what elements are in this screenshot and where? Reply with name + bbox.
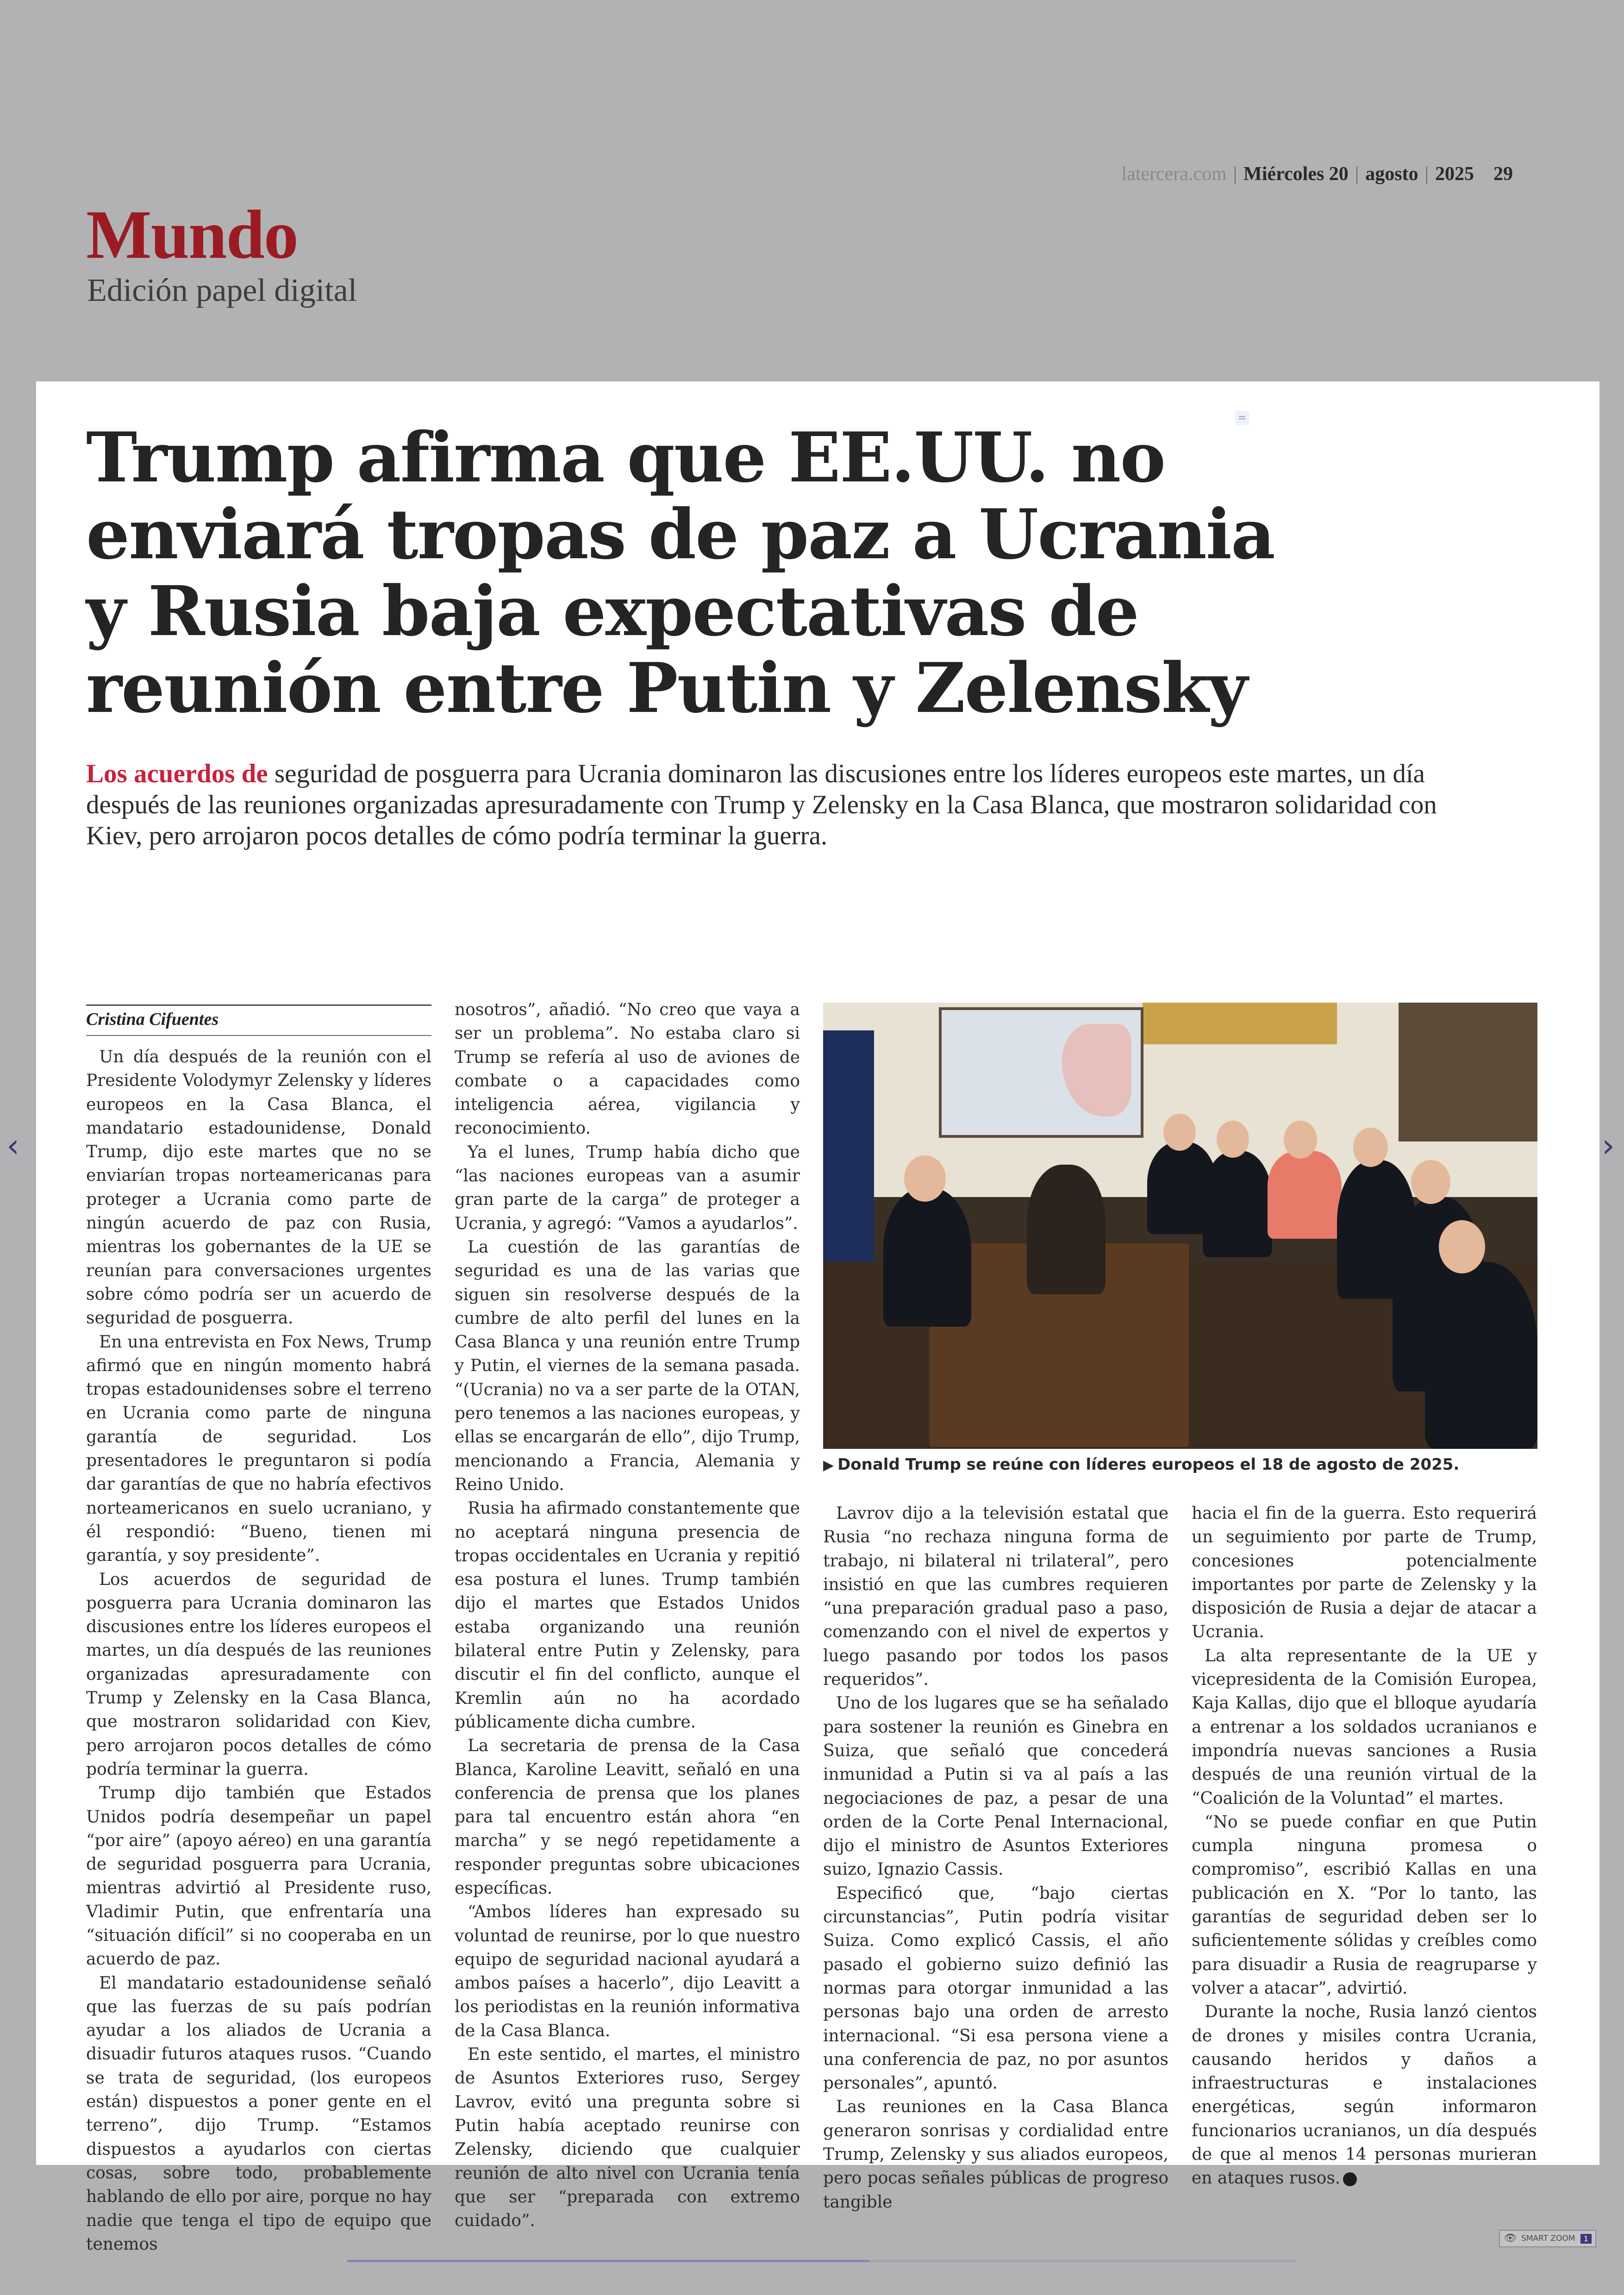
photo-bust <box>1027 1165 1106 1294</box>
paragraph: “Ambos líderes han expresado su voluntad de reunirse, por lo que nuestro equipo de seguridad nacional ayudará a ambos países a hacerlo”, dijo Leavitt a los periodistas en la reunión informativa de la Casa Blanca. <box>455 1902 800 2040</box>
paragraph: nosotros”, añadió. “No creo que vaya a ser un problema”. No estaba claro si Trump se refería al uso de aviones de combate o a capacidades como inteligencia aérea, vigilancia y reconocimiento. <box>455 1000 800 1138</box>
paragraph: Lavrov dijo a la televisión estatal que Rusia “no rechaza ninguna forma de trabajo, ni bilateral ni trilateral”, pero insistió en que las cumbres requieren “una preparación gradual paso a paso, comenzando con el nivel de expertos y luego pasando por todos los pasos requeridos”. <box>823 1504 1168 1690</box>
paragraph: Rusia ha afirmado constantemente que no aceptará ninguna presencia de tropas occidentales en Ucrania y repitió esa postura el lunes. Trump también dijo el martes que Estados Unidos estaba organizando una reunión bilateral entre Putin y Zelensky, para discutir el fin del conflicto, aunque el Kremlin aún no ha acordado públicamente dicha cumbre. <box>455 1499 800 1732</box>
photo-person-head <box>1217 1121 1249 1158</box>
body-column-2 <box>455 998 800 2233</box>
paragraph: En este sentido, el martes, el ministro de Asuntos Exteriores ruso, Sergey Lavrov, evitó una pregunta sobre si Putin había aceptado reunirse con Zelensky, diciendo que cualquier reunión de alto nivel con Ucrania tenía que ser “preparada con extremo cuidado”. <box>455 2045 800 2231</box>
paragraph: Uno de los lugares que se ha señalado para sostener la reunión es Ginebra en Suiza, que señaló que concederá inmunidad a Putin si va al país a las negociaciones de paz, a pesar de una orden de la Corte Penal Internacional, dijo el ministro de Asuntos Exteriores suizo, Ignazio Cassis. <box>823 1694 1168 1879</box>
photo-person <box>1425 1262 1537 1449</box>
photo-person <box>883 1188 971 1327</box>
paragraph: Los acuerdos de seguridad de posguerra para Ucrania dominaron las discusiones entre los líderes europeos el martes, un día después de las reuniones organizadas apresuradamente con Trump y Zelensky en la Casa Blanca, que mostraron solidaridad con Kiev, pero arrojaron pocos detalles de cómo podría terminar la guerra. <box>86 1570 431 1779</box>
site-name: latercera.com <box>1121 163 1227 185</box>
photo-caption <box>823 1455 1537 1474</box>
end-mark-icon <box>1343 2172 1357 2186</box>
photo-person-head <box>1353 1128 1388 1167</box>
page-progress-fill <box>347 2260 869 2262</box>
body-column-1 <box>86 1045 431 2256</box>
section-title: Mundo <box>86 196 298 273</box>
photo-person-head <box>904 1155 946 1202</box>
paragraph <box>1192 2000 1537 2190</box>
byline-rule <box>86 1035 431 1036</box>
page-number: 29 <box>1493 163 1513 185</box>
paragraph: La secretaria de prensa de la Casa Blanca, Karoline Leavitt, señaló en una conferencia de prensa que los planes para tal encuentro están ahora “en marcha” y se negó repetidamente a responder preguntas sobre ubicaciones específicas. <box>455 1736 800 1898</box>
paragraph: hacia el fin de la guerra. Esto requerirá un seguimiento por parte de Trump, concesiones potencialmente importantes por parte de Zelensky y la disposición de Rusia a dejar de atacar a Ucrania. <box>1192 1504 1537 1642</box>
lead-paragraph <box>86 758 1456 851</box>
smart-zoom-page: 1 <box>1580 2234 1592 2244</box>
separator: | <box>1424 163 1429 185</box>
date-year: 2025 <box>1435 163 1474 185</box>
photo-flag <box>823 1030 874 1262</box>
photo-gold-molding <box>1143 1003 1337 1044</box>
photo-person-head <box>1163 1114 1196 1151</box>
paragraph: Especificó que, “bajo ciertas circunstancias”, Putin podría visitar Suiza. Como explicó Cassis, el año pasado el gobierno suizo definió las normas para otorgar inmunidad a las personas bajo una orden de arresto internacional. “Si esa persona viene a una conferencia de paz, no por asuntos personales”, apuntó. <box>823 1883 1168 2093</box>
photo-person <box>1268 1151 1342 1239</box>
date-day: Miércoles 20 <box>1243 163 1349 185</box>
lead-kicker: Los acuerdos de <box>86 759 268 788</box>
photo-bookshelf <box>1399 1003 1537 1141</box>
article-photo <box>823 1003 1537 1449</box>
byline: Cristina Cifuentes <box>86 1010 219 1029</box>
paragraph-text: Durante la noche, Rusia lanzó cientos de drones y misiles contra Ucrania, causando heridos y daños a infraestructuras e instalaciones energéticas, según informaron funcionarios ucranianos, un día después de que al menos 14 personas murieran en ataques rusos. <box>1192 2002 1537 2188</box>
paragraph: Un día después de la reunión con el Presidente Volodymyr Zelensky y líderes europeos en la Casa Blanca, el mandatario estadounidense, Donald Trump, dijo este martes que no se enviarían tropas norteamericanas para proteger a Ucrania como parte de ningún acuerdo de paz con Rusia, mientras los gobernantes de la UE se reunían para conversaciones urgentes sobre cómo podría ser un acuerdo de seguridad de posguerra. <box>86 1048 431 1328</box>
photo-map <box>939 1007 1143 1138</box>
caption-triangle-icon: ▶ <box>823 1457 834 1473</box>
photo-person-head <box>1439 1220 1485 1273</box>
eye-icon: 👁 <box>1504 2233 1517 2244</box>
chevron-right-icon[interactable]: › <box>1602 1127 1615 1165</box>
byline-rule <box>86 1004 431 1006</box>
paragraph: La cuestión de las garantías de seguridad es una de las varias que siguen sin resolverse después de la cumbre de alto perfil del lunes en la Casa Blanca y una reunión entre Trump y Putin, el viernes de la semana pasada. “(Ucrania) no va a ser parte de la OTAN, pero tenemos a las naciones europeas, y ellas se encargarán de ello”, dijo Trump, mencionando a Francia, Alemania y Reino Unido. <box>455 1237 800 1494</box>
paragraph: Trump dijo también que Estados Unidos podría desempeñar un papel “por aire” (apoyo aéreo) en una garantía de seguridad posguerra para Ucrania, mientras advirtió al Presidente ruso, Vladimir Putin, que enfrentaría una “situación difícil” si no cooperaba en un acuerdo de paz. <box>86 1784 431 1969</box>
caption-text: Donald Trump se reúne con líderes europeos el 18 de agosto de 2025. <box>837 1455 1460 1474</box>
smart-zoom-label: SMART ZOOM <box>1521 2234 1575 2243</box>
page-progress-bar[interactable] <box>347 2260 1296 2262</box>
photo-person-head <box>1411 1160 1450 1204</box>
smart-zoom-button[interactable] <box>1499 2230 1596 2247</box>
paragraph: La alta representante de la UE y vicepresidenta de la Comisión Europea, Kaja Kallas, dijo que el blloque ayudaría a entrenar a los soldados ucranianos e impondría nuevas sanciones a Rusia después de una reunión virtual de la “Coalición de la Voluntad” el martes. <box>1192 1646 1537 1808</box>
date-month: agosto <box>1365 163 1418 185</box>
lead-text: seguridad de posguerra para Ucrania dominaron las discusiones entre los líderes europeos este martes, un día después de las reuniones organizadas apresuradamente con Trump y Zelensky en la Casa Blanca, que mostraron solidaridad con Kiev, pero arrojaron pocos detalles de cómo podría terminar la guerra. <box>86 759 1437 850</box>
paragraph: El mandatario estadounidense señaló que las fuerzas de su país podrían ayudar a los aliados de Ucrania a disuadir futuros ataques rusos. “Cuando se trata de seguridad, (los europeos están) dispuestos a poner gente en el terreno”, dijo Trump. “Estamos dispuestos a ayudarlos con ciertas cosas, sobre todo, probablemente hablando de ello por aire, porque no hay nadie que tenga el tipo de equipo que tenemos <box>86 1973 431 2254</box>
paragraph: Las reuniones en la Casa Blanca generaron sonrisas y cordialidad entre Trump, Zelensky y sus aliados europeos, pero pocas señales públicas de progreso tangible <box>823 2097 1168 2212</box>
paragraph: En una entrevista en Fox News, Trump afirmó que en ningún momento habrá tropas estadounidenses sobre el terreno en Ucrania como parte de ninguna garantía de seguridad. Los presentadores le preguntaron si podía dar garantías de que no habría efectivos norteamericanos en suelo ucraniano, y él respondió: “Bueno, tienen mi garantía, y soy presidente”. <box>86 1332 431 1565</box>
separator: | <box>1355 163 1359 185</box>
chevron-left-icon[interactable]: ‹ <box>6 1127 19 1165</box>
dateline <box>1121 163 1513 185</box>
body-column-3 <box>823 1502 1168 2214</box>
headline: Trump afirma que EE.UU. no enviará tropas de paz a Ucrania y Rusia baja expectativas de reunión entre Putin y Zelensky <box>86 417 1274 728</box>
separator: | <box>1233 163 1237 185</box>
body-column-4 <box>1192 1502 1537 2190</box>
paragraph: “No se puede confiar en que Putin cumpla ninguna promesa o compromiso”, escribió Kallas en una publicación en X. “Por lo tanto, las garantías de seguridad deben ser lo suficientemente sólidas y creíbles como para disuadir a Rusia de reagruparse y volver a atacar”, advirtió. <box>1192 1812 1537 1998</box>
edition-subtitle: Edición papel digital <box>87 273 357 308</box>
paragraph: Ya el lunes, Trump había dicho que “las naciones europeas van a asumir gran parte de la carga” de proteger a Ucrania, y agregó: “Vamos a ayudarlos”. <box>455 1142 800 1233</box>
photo-person-head <box>1284 1121 1317 1159</box>
photo-person <box>1203 1151 1272 1257</box>
